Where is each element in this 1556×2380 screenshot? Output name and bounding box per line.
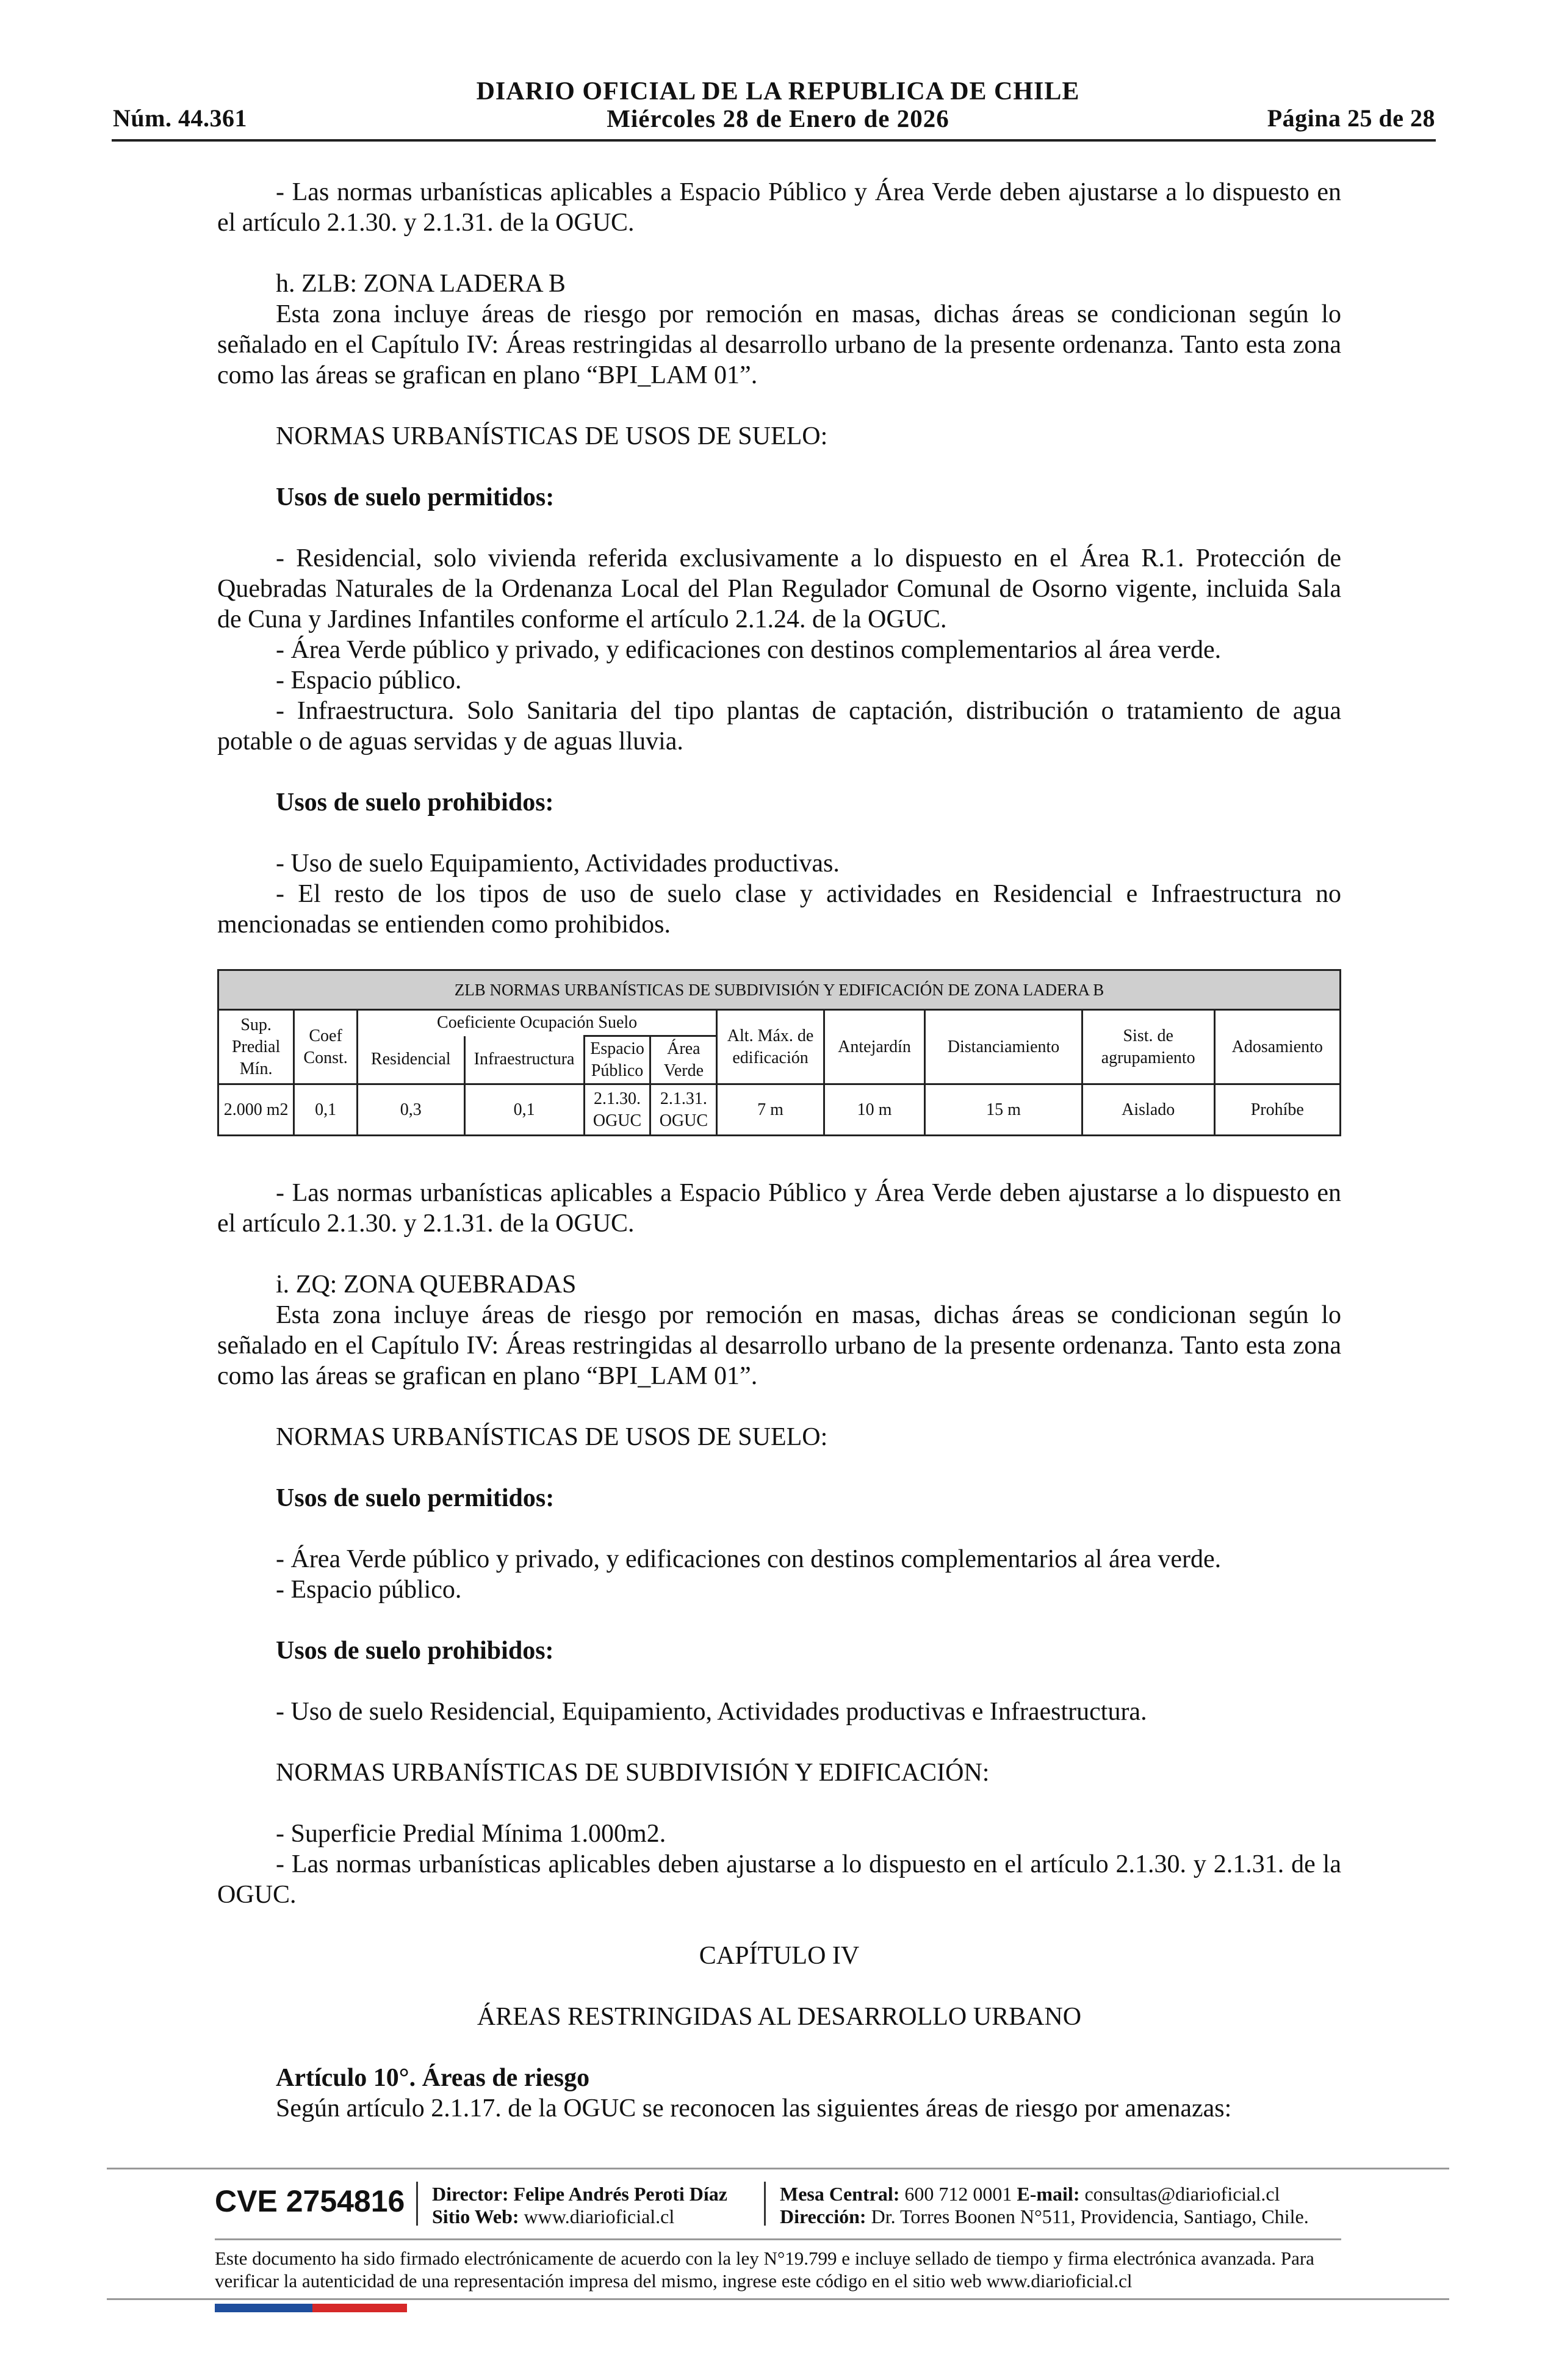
body-part-2 bbox=[217, 1178, 1341, 2124]
table-header-cell: Antejardín bbox=[824, 1010, 924, 1084]
chapter-subtitle: ÁREAS RESTRINGIDAS AL DESARROLLO URBANO bbox=[477, 2003, 1082, 2031]
chapter-title: CAPÍTULO IV bbox=[699, 1942, 860, 1970]
footer-divider bbox=[764, 2182, 766, 2226]
footer-director bbox=[432, 2183, 727, 2205]
footer-divider bbox=[416, 2182, 418, 2226]
page-number: Página 25 de 28 bbox=[1267, 104, 1435, 132]
list-item: - Las normas urbanísticas aplicables deben ajustarse a lo dispuesto en el artículo 2.1.30. y 2.1.31. de la OGUC. bbox=[217, 1850, 1341, 1909]
table-cell: 7 m bbox=[717, 1084, 824, 1136]
table-header-cell: Adosamiento bbox=[1214, 1010, 1340, 1084]
footer-rule-bottom bbox=[107, 2298, 1449, 2300]
subheading-bold: Usos de suelo prohibidos: bbox=[276, 788, 554, 817]
paragraph: Según artículo 2.1.17. de la OGUC se reconocen las siguientes áreas de riesgo por amenazas: bbox=[276, 2094, 1232, 2122]
footer-address bbox=[780, 2205, 1309, 2228]
list-item: - Área Verde público y privado, y edificaciones con destinos complementarios al área verde. bbox=[276, 636, 1222, 664]
footer-signature-note: Este documento ha sido firmado electrónicamente de acuerdo con la ley N°19.799 e incluye sellado de tiempo y firma electrónica avanzada. Para verificar la autenticidad de una representación impresa del mismo, ingrese este código en el sitio web www.diarioficial.cl bbox=[215, 2248, 1314, 2292]
section-heading-zlb: h. ZLB: ZONA LADERA B bbox=[276, 270, 566, 298]
table-header-cell: Área Verde bbox=[650, 1036, 717, 1084]
issue-number: Núm. 44.361 bbox=[113, 104, 247, 132]
table-cell: 0,3 bbox=[357, 1084, 464, 1136]
paragraph: - Las normas urbanísticas aplicables a Espacio Público y Área Verde deben ajustarse a lo dispuesto en el artículo 2.1.30. y 2.1.31. de la OGUC. bbox=[217, 1179, 1341, 1238]
paragraph: Esta zona incluye áreas de riesgo por remoción en masas, dichas áreas se condicionan según lo señalado en el Capítulo IV: Áreas restringidas al desarrollo urbano de la presente ordenanza. Tanto esta zona como las áreas se grafican en plano “BPI_LAM 01”. bbox=[217, 300, 1341, 389]
table-cell: 2.1.30. OGUC bbox=[584, 1084, 650, 1136]
cve-code: CVE 2754816 bbox=[215, 2184, 405, 2218]
paragraph: Esta zona incluye áreas de riesgo por remoción en masas, dichas áreas se condicionan según lo señalado en el Capítulo IV: Áreas restringidas al desarrollo urbano de la presente ordenanza. Tanto esta zona como las áreas se grafican en plano “BPI_LAM 01”. bbox=[217, 1301, 1341, 1390]
newspaper-title: DIARIO OFICIAL DE LA REPUBLICA DE CHILE bbox=[476, 78, 1080, 106]
flag-stripe-blue bbox=[215, 2304, 312, 2312]
table-header-cell: Residencial bbox=[357, 1036, 464, 1084]
director-name: Felipe Andrés Peroti Díaz bbox=[513, 2183, 727, 2205]
footer-rule-top bbox=[107, 2168, 1449, 2169]
email-link[interactable]: consultas@diarioficial.cl bbox=[1084, 2183, 1280, 2205]
table-cell: 2.1.31. OGUC bbox=[650, 1084, 717, 1136]
table-cell: 0,1 bbox=[464, 1084, 584, 1136]
subheading: NORMAS URBANÍSTICAS DE SUBDIVISIÓN Y EDIFICACIÓN: bbox=[276, 1759, 990, 1787]
table-header-cell: Sist. de agrupamiento bbox=[1082, 1010, 1214, 1084]
mesa-phone: 600 712 0001 bbox=[904, 2183, 1012, 2205]
footer-mesa bbox=[780, 2183, 1280, 2205]
mesa-label: Mesa Central: bbox=[780, 2183, 900, 2205]
list-item: - Infraestructura. Solo Sanitaria del tipo plantas de captación, distribución o tratamiento de agua potable o de aguas servidas y de aguas lluvia. bbox=[217, 697, 1341, 755]
subheading-bold: Usos de suelo permitidos: bbox=[276, 1484, 555, 1512]
table-header-cell: Coef Const. bbox=[294, 1010, 358, 1084]
table-cell: 0,1 bbox=[294, 1084, 358, 1136]
address-value: Dr. Torres Boonen N°511, Providencia, Santiago, Chile. bbox=[871, 2205, 1309, 2227]
subheading: NORMAS URBANÍSTICAS DE USOS DE SUELO: bbox=[276, 1423, 828, 1451]
list-item: - Residencial, solo vivienda referida exclusivamente a lo dispuesto en el Área R.1. Protección de Quebradas Naturales de la Ordenanza Local del Plan Regulador Comunal de Osorno vigente, incluida Sala de Cuna y Jardines Infantiles conforme el artículo 2.1.24. de la OGUC. bbox=[217, 544, 1341, 633]
table-cell: 2.000 m2 bbox=[218, 1084, 294, 1136]
subheading-bold: Usos de suelo permitidos: bbox=[276, 483, 555, 511]
table-cell: Aislado bbox=[1082, 1084, 1214, 1136]
list-item: - Espacio público. bbox=[276, 1576, 462, 1604]
footer-rule-mid bbox=[215, 2238, 1341, 2240]
paragraph: - Las normas urbanísticas aplicables a Espacio Público y Área Verde deben ajustarse a lo dispuesto en el artículo 2.1.30. y 2.1.31. de la OGUC. bbox=[217, 178, 1341, 237]
article-heading: Artículo 10°. Áreas de riesgo bbox=[276, 2064, 590, 2092]
list-item: - Uso de suelo Residencial, Equipamiento, Actividades productivas e Infraestructura. bbox=[276, 1698, 1147, 1726]
table-title: ZLB NORMAS URBANÍSTICAS DE SUBDIVISIÓN Y EDIFICACIÓN DE ZONA LADERA B bbox=[218, 970, 1341, 1010]
website-link[interactable]: www.diarioficial.cl bbox=[524, 2205, 675, 2227]
email-label: E-mail: bbox=[1017, 2183, 1080, 2205]
table-cell: 10 m bbox=[824, 1084, 924, 1136]
table-header-cell: Alt. Máx. de edificación bbox=[717, 1010, 824, 1084]
issue-date: Miércoles 28 de Enero de 2026 bbox=[607, 104, 949, 132]
table-header-cell: Distanciamiento bbox=[925, 1010, 1082, 1084]
subheading: NORMAS URBANÍSTICAS DE USOS DE SUELO: bbox=[276, 422, 828, 450]
table-header-cell: Infraestructura bbox=[464, 1036, 584, 1084]
table-cell: Prohíbe bbox=[1214, 1084, 1340, 1136]
table-header-cell: Coeficiente Ocupación Suelo bbox=[357, 1010, 716, 1036]
zlb-table bbox=[217, 969, 1341, 1136]
subheading-bold: Usos de suelo prohibidos: bbox=[276, 1637, 554, 1665]
table-header-cell: Espacio Público bbox=[584, 1036, 650, 1084]
footer-website bbox=[432, 2205, 674, 2228]
director-label: Director: bbox=[432, 2183, 509, 2205]
list-item: - Superficie Predial Mínima 1.000m2. bbox=[276, 1820, 666, 1848]
header-rule bbox=[112, 139, 1436, 142]
table-header-cell: Sup. Predial Mín. bbox=[218, 1010, 294, 1084]
list-item: - Uso de suelo Equipamiento, Actividades productivas. bbox=[276, 849, 840, 878]
body-part-1 bbox=[217, 177, 1341, 940]
table-cell: 15 m bbox=[925, 1084, 1082, 1136]
address-label: Dirección: bbox=[780, 2205, 866, 2227]
list-item: - Espacio público. bbox=[276, 666, 462, 694]
section-heading-zq: i. ZQ: ZONA QUEBRADAS bbox=[276, 1271, 577, 1299]
flag-stripe-red bbox=[312, 2304, 407, 2312]
list-item: - Área Verde público y privado, y edificaciones con destinos complementarios al área verde. bbox=[276, 1545, 1222, 1573]
list-item: - El resto de los tipos de uso de suelo clase y actividades en Residencial e Infraestructura no mencionadas se entienden como prohibidos. bbox=[217, 880, 1341, 939]
website-label: Sitio Web: bbox=[432, 2205, 519, 2227]
